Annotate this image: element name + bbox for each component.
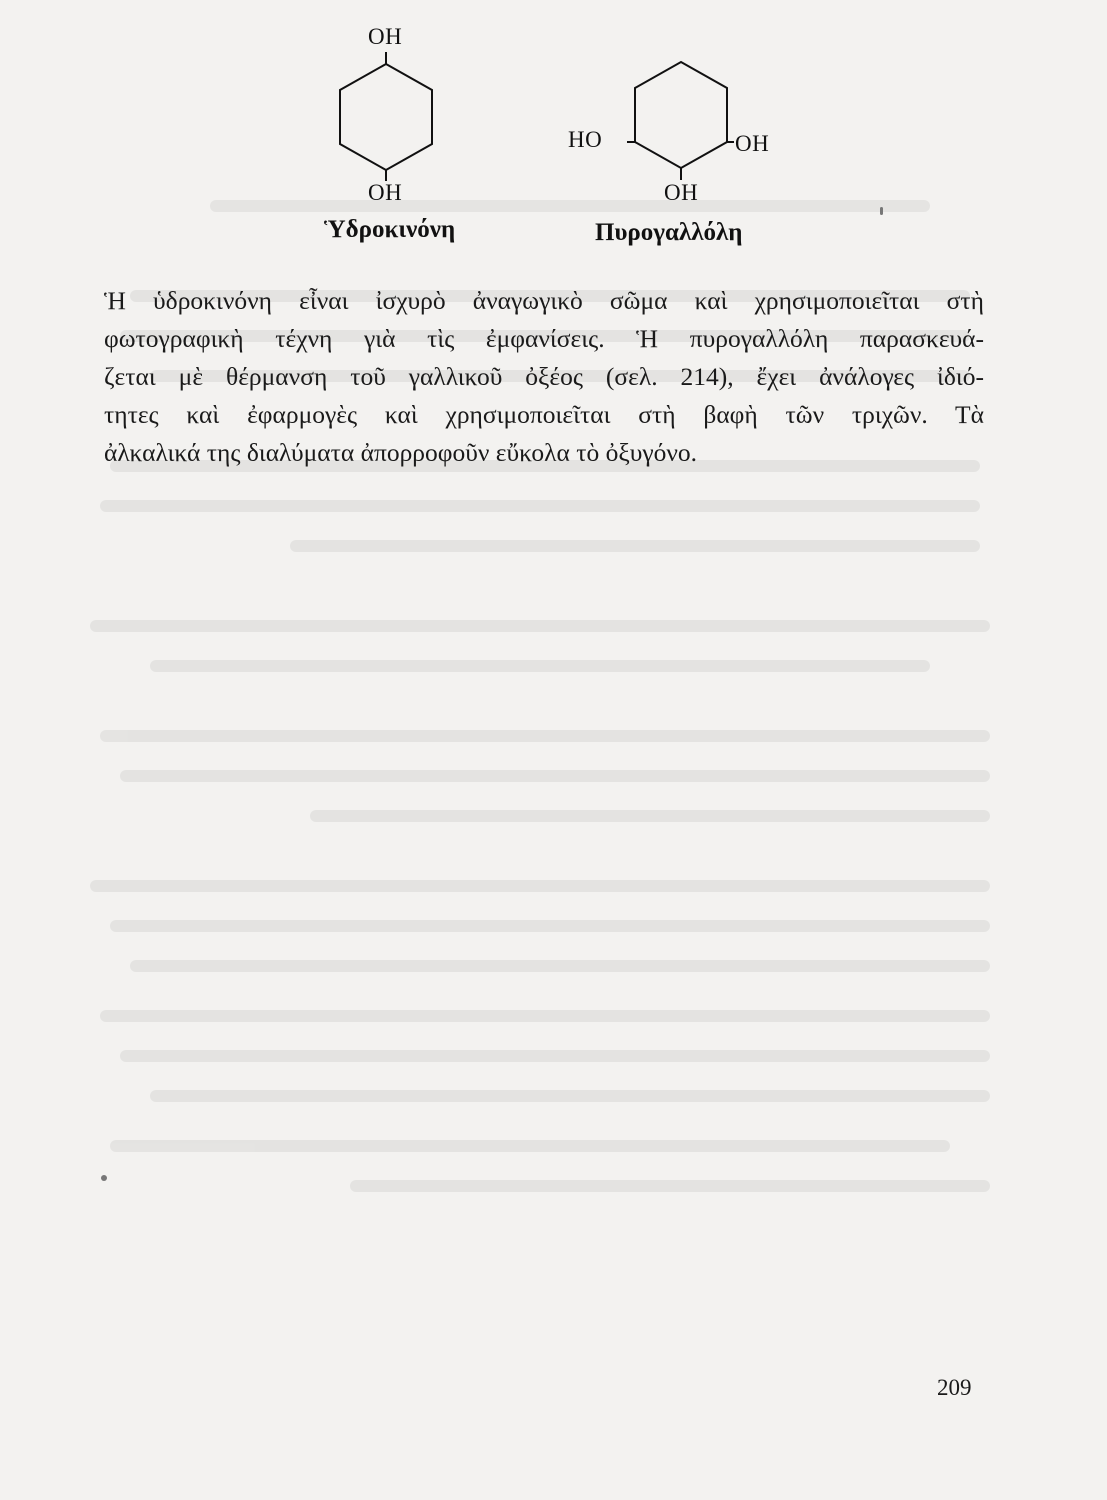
body-line: τητες καὶ ἐφαρμογὲς καὶ χρησιμοποιεῖται στὴ βαφὴ τῶν τριχῶν. Τὰ (104, 400, 984, 429)
body-line: ἀλκαλικά της διαλύματα ἀπορροφοῦν εὔκολα τὸ ὀξυγόνο. (104, 438, 698, 467)
pyrogallol-right-oh: OH (735, 131, 770, 156)
page-number: 209 (937, 1375, 972, 1400)
body-paragraph (104, 282, 984, 472)
pyrogallol-bottom-oh: OH (664, 180, 699, 205)
scan-speck (880, 207, 883, 215)
pyrogallol-left-ho: HO (568, 127, 603, 152)
chemical-structures (300, 20, 820, 270)
body-line: Ἡ ὑδροκινόνη εἶναι ἰσχυρὸ ἀναγωγικὸ σῶμα καὶ χρησιμοποιεῖται στὴ (104, 286, 984, 315)
scan-speck (101, 1175, 107, 1181)
pyrogallol-name: Πυρογαλλόλη (595, 219, 743, 246)
body-line: φωτογραφικὴ τέχνη γιὰ τὶς ἐμφανίσεις. Ἡ πυρογαλλόλη παρασκευά- (104, 324, 984, 353)
hydroquinone-name: Ὑδροκινόνη (324, 216, 456, 243)
hydroquinone-ring (340, 52, 432, 181)
hydroquinone-top-oh: OH (368, 24, 403, 49)
pyrogallol-ring (627, 62, 734, 180)
hydroquinone-bottom-oh: OH (368, 180, 403, 205)
body-line: ζεται μὲ θέρμανση τοῦ γαλλικοῦ ὀξέος (σελ. 214), ἔχει ἀνάλογες ἰδιό- (104, 362, 984, 391)
